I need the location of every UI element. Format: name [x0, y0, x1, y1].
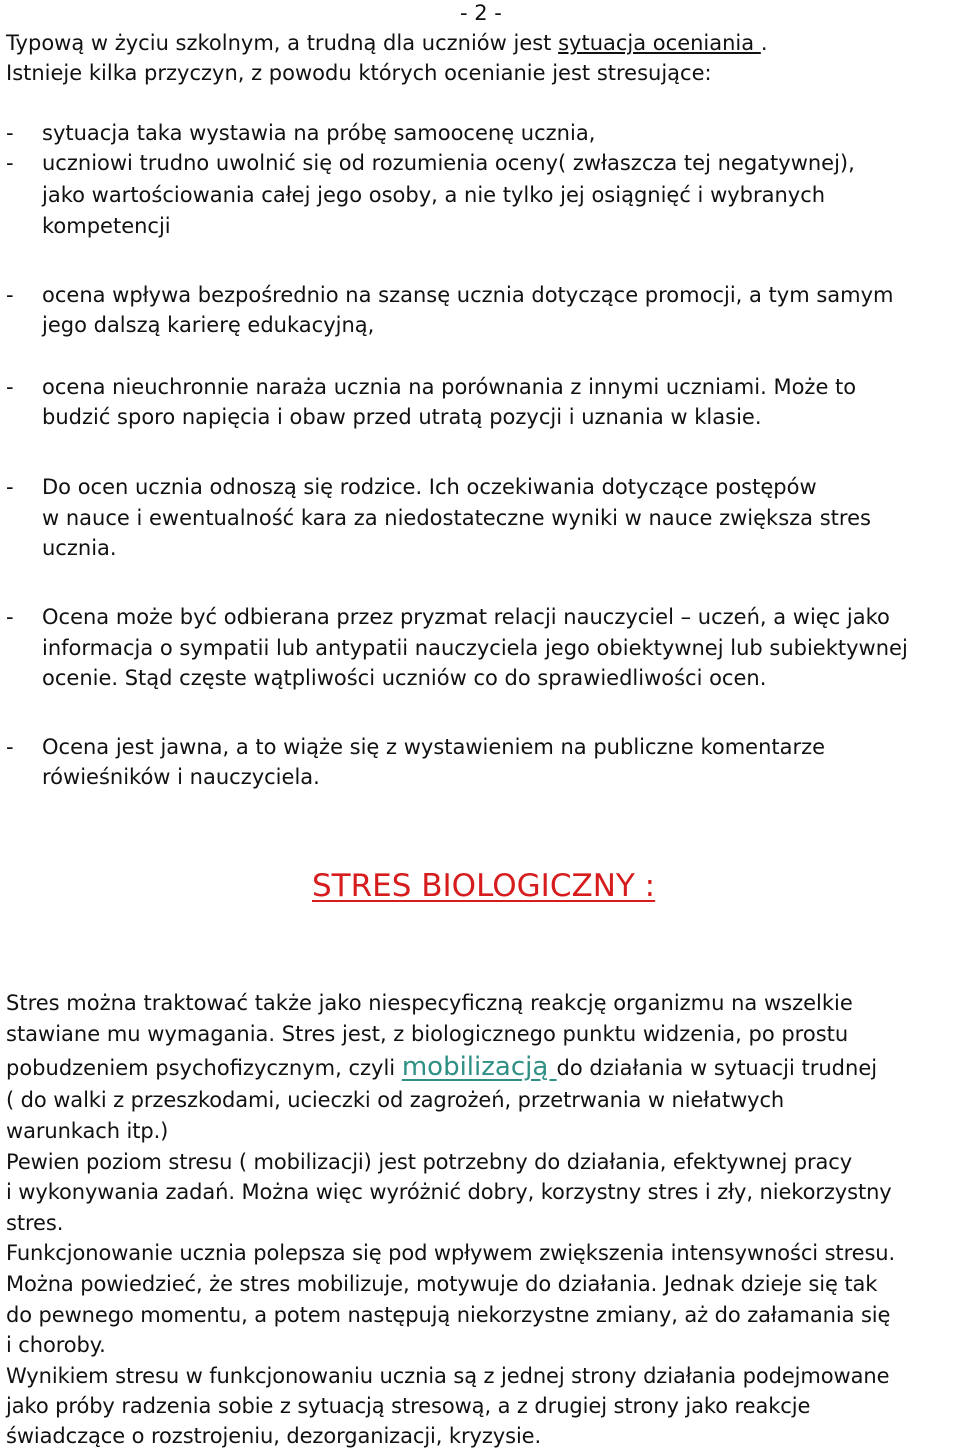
body-line: ( do walki z przeszkodami, ucieczki od zagrożeń, przetrwania w niełatwych [6, 1088, 785, 1112]
body-text: do działania w sytuacji trudnej [556, 1056, 878, 1080]
body-line-3 [6, 1052, 877, 1083]
list-item-line: sytuacja taka wystawia na próbę samoocenę ucznia, [42, 121, 596, 145]
list-item-line: ocena wpływa bezpośrednio na szansę ucznia dotyczące promocji, a tym samym [42, 283, 894, 307]
intro-line-2: Istnieje kilka przyczyn, z powodu których ocenianie jest stresujące: [6, 61, 712, 85]
body-line: i choroby. [6, 1333, 106, 1357]
list-dash: - [6, 375, 14, 399]
body-line: warunkach itp.) [6, 1119, 169, 1143]
list-dash: - [6, 283, 14, 307]
list-item-line: ocena nieuchronnie naraża ucznia na porównania z innymi uczniami. Może to [42, 375, 857, 399]
list-item-line: informacja o sympatii lub antypatii nauczyciela jego obiektywnej lub subiektywnej [42, 636, 908, 660]
body-line-2: stawiane mu wymagania. Stres jest, z biologicznego punktu widzenia, po prostu [6, 1022, 849, 1046]
intro-underlined-term: sytuacja oceniania [558, 31, 761, 55]
list-dash: - [6, 151, 14, 175]
body-text: Stres można traktować także jako niespecyficzną reakcję organizmu na wszelkie [6, 991, 853, 1015]
list-dash: - [6, 121, 14, 145]
list-dash: - [6, 735, 14, 759]
list-item-line: ucznia. [42, 536, 117, 560]
list-dash: - [6, 475, 14, 499]
list-item-line: Ocena może być odbierana przez pryzmat relacji nauczyciel – uczeń, a więc jako [42, 605, 890, 629]
list-item-line: Do ocen ucznia odnoszą się rodzice. Ich oczekiwania dotyczące postępów [42, 475, 817, 499]
list-dash: - [6, 605, 14, 629]
body-line: świadczące o rozstrojeniu, dezorganizacji, kryzysie. [6, 1424, 542, 1448]
list-item-line: rówieśników i nauczyciela. [42, 765, 320, 789]
body-line-1 [6, 988, 853, 1018]
body-line: i wykonywania zadań. Można więc wyróżnić dobry, korzystny stres i zły, niekorzystny [6, 1180, 892, 1204]
body-line: do pewnego momentu, a potem następują niekorzystne zmiany, aż do załamania się [6, 1303, 891, 1327]
list-item-line: w nauce i ewentualność kara za niedostateczne wyniki w nauce zwiększa stres [42, 506, 871, 530]
body-line: Pewien poziom stresu ( mobilizacji) jest potrzebny do działania, efektywnej pracy [6, 1150, 853, 1174]
section-heading: STRES BIOLOGICZNY : [312, 868, 656, 904]
list-item-line: uczniowi trudno uwolnić się od rozumienia oceny( zwłaszcza tej negatywnej), [42, 151, 855, 175]
body-line: Funkcjonowanie ucznia polepsza się pod wpływem zwiększenia intensywności stresu. [6, 1241, 896, 1265]
intro-text: Typową w życiu szkolnym, a trudną dla uczniów jest [6, 31, 559, 55]
body-line: Można powiedzieć, że stres mobilizuje, motywuje do działania. Jednak dzieje się tak [6, 1272, 878, 1296]
list-item-line: kompetencji [42, 214, 171, 238]
body-text: pobudzeniem psychofizycznym, czyli [6, 1056, 402, 1080]
page-number: - 2 - [460, 1, 502, 25]
list-item-line: budzić sporo napięcia i obaw przed utratą pozycji i uznania w klasie. [42, 405, 762, 429]
intro-line-1 [6, 28, 768, 58]
list-item-line: Ocena jest jawna, a to wiąże się z wystawieniem na publiczne komentarze [42, 735, 826, 759]
list-item-line: jego dalszą karierę edukacyjną, [42, 313, 375, 337]
intro-period: . [760, 31, 768, 55]
list-item-line: jako wartościowania całej jego osoby, a nie tylko jej osiągnięć i wybranych [42, 183, 826, 207]
highlighted-term: mobilizacją [401, 1052, 557, 1082]
body-line: Wynikiem stresu w funkcjonowaniu ucznia są z jednej strony działania podejmowane [6, 1364, 890, 1388]
body-line: jako próby radzenia sobie z sytuacją stresową, a z drugiej strony jako reakcje [6, 1394, 811, 1418]
list-item-line: ocenie. Stąd częste wątpliwości uczniów co do sprawiedliwości ocen. [42, 666, 767, 690]
body-line: stres. [6, 1211, 64, 1235]
